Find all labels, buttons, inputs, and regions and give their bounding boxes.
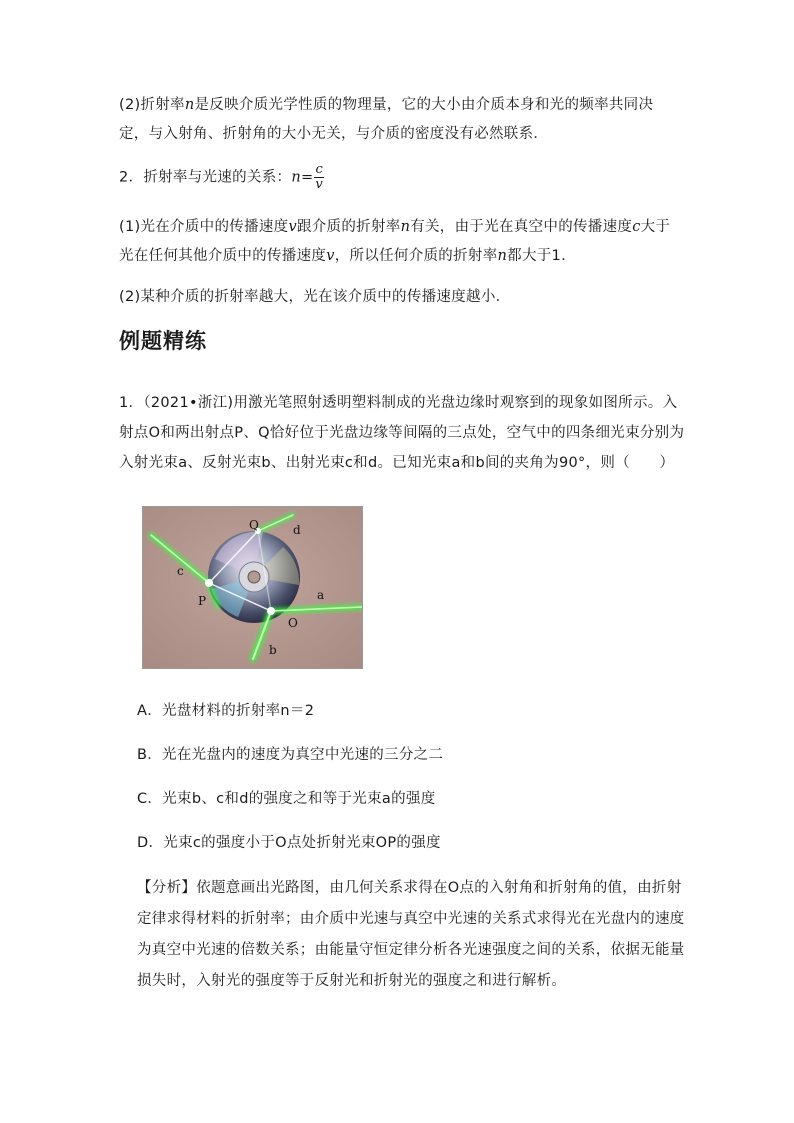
- label-c: c: [177, 564, 184, 578]
- photo-illustration: [143, 507, 362, 668]
- relation-title: 2．折射率与光速的关系：: [119, 169, 292, 186]
- relation-line: [119, 163, 679, 193]
- point-o-spot: [267, 607, 275, 615]
- text-run: 跟介质的折射率: [296, 219, 401, 235]
- var-c: c: [632, 219, 641, 235]
- text-run: (1)光在介质中的传播速度: [119, 219, 289, 235]
- option-b[interactable]: B．光在光盘内的速度为真空中光速的三分之二: [137, 747, 444, 763]
- var-v: v: [326, 248, 335, 264]
- note-speed-relation: [119, 213, 679, 271]
- experiment-photo: [142, 506, 363, 669]
- option-d[interactable]: D．光束c的强度小于O点处折射光束OP的强度: [137, 835, 441, 851]
- note-speed-conclusion: (2)某种介质的折射率越大，光在该介质中的传播速度越小．: [119, 289, 511, 305]
- denominator: v: [315, 177, 324, 192]
- label-o: O: [288, 616, 298, 630]
- text-run: (2)折射率: [119, 97, 185, 113]
- var-n: n: [184, 97, 195, 113]
- label-q: Q: [249, 518, 259, 532]
- analysis-text: 【分析】依题意画出光路图，由几何关系求得在O点的入射角和折射角的值，由折射定律求得材料的折射率；由介质中光速与真空中光速的关系式求得光在光盘内的速度为真空中光速的倍数关系；由能量守恒定律分析各光速强度之间的关系，依据无能量损失时，入射光的强度等于反射光和折射光的强度之和进行解析。: [137, 880, 685, 989]
- equals-sign: =: [300, 169, 314, 186]
- label-p: P: [198, 594, 207, 608]
- numerator: c: [315, 162, 324, 177]
- var-n: n: [400, 219, 411, 235]
- question-stem: 1．（2021•浙江)用激光笔照射透明塑料制成的光盘边缘时观察到的现象如图所示。入射点O和两出射点P、Q恰好位于光盘边缘等间隔的三点处，空气中的四条细光束分别为入射光束a、反射光束b、出射光束c和d。已知光束a和b间的夹角为90°，则（ ）: [119, 395, 685, 471]
- label-a: a: [317, 588, 325, 602]
- note-refractive-index: [119, 91, 679, 149]
- var-v: v: [288, 219, 297, 235]
- text-run: 都大于1.: [507, 248, 566, 264]
- var-n: n: [291, 169, 301, 186]
- text-run: 有关，由于光在真空中的传播速度: [410, 219, 633, 235]
- var-n: n: [497, 248, 508, 264]
- section-heading: 例题精练: [119, 329, 207, 353]
- text-run: 大于光在任何其他介质中的传播速度: [119, 219, 671, 264]
- point-p-spot: [205, 579, 213, 587]
- fraction-c-over-v: [314, 163, 324, 192]
- option-c[interactable]: C．光束b、c和d的强度之和等于光束a的强度: [137, 791, 436, 807]
- text-run: 是反映介质光学性质的物理量，它的大小由介质本身和光的频率共同决定，与入射角、折射角的大小无关，与介质的密度没有必然联系．: [119, 97, 654, 142]
- label-b: b: [269, 643, 277, 657]
- option-a[interactable]: A．光盘材料的折射率n＝2: [137, 703, 315, 719]
- label-d: d: [293, 523, 301, 537]
- text-run: ，所以任何介质的折射率: [334, 248, 498, 264]
